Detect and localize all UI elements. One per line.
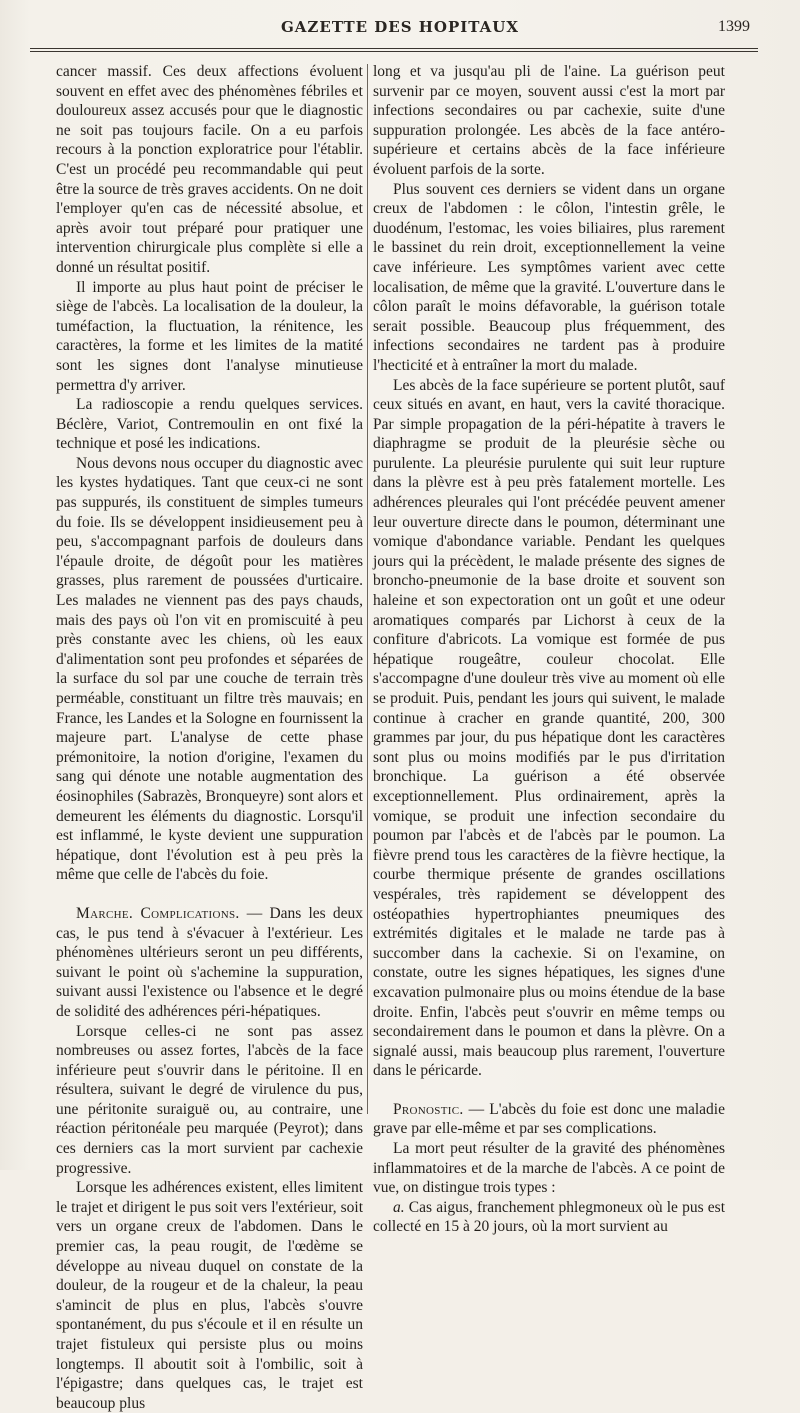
section-paragraph [56,904,363,1022]
running-title: GAZETTE DES HOPITAUX [280,18,519,36]
paragraph: Plus souvent ces derniers se vident dans un organe creux de l'abdomen : le côlon, l'intestin grêle, le duodénum, l'estomac, les voies biliaires, plus rarement le bassinet du rein droit, exceptionnellement la veine cave inférieure. Les symptômes varient avec cette localisation, de même que la gravité. L'ouverture dans le côlon paraît le moins défavorable, la guérison totale serait possible. Beaucoup plus fréquemment, des infections secondaires ne tardent pas à produire l'hecticité et à entraîner la mort du malade. [373,180,725,374]
page-header [0,12,800,42]
paragraph: La radioscopie a rendu quelques services. Béclère, Variot, Contremoulin en ont fixé la technique et posé les indications. [56,396,363,453]
column-divider [367,64,368,1114]
page-number: 1399 [718,18,750,35]
list-paragraph [373,1198,725,1237]
paragraph-text: Cas aigus, franchement phlegmoneux où le pus est collecté en 15 à 20 jours, où la mort survient au [373,1198,725,1236]
header-rule-secondary [30,51,758,52]
list-marker: a. [393,1198,405,1216]
paragraph: Les abcès de la face supérieure se portent plutôt, sauf ceux situés en avant, en haut, vers la cavité thoracique. Par simple propagation de la péri-hépatite à travers le diaphragme se produit de la pleurésie sèche ou purulente. La pleurésie purulente qui suit leur rupture dans la plèvre est à peu près fatalement mortelle. Les adhérences pleurales qui l'ont précédée peuvent amener leur ouverture directe dans le poumon, déterminant une vomique d'abondance variable. Pendant les quelques jours qui la précèdent, le malade présente des signes de broncho-pneumonie de la base droite et souvent son haleine et son expectoration ont un goût et une odeur aromatiques comparés par Lichorst à ceux de la confiture d'abricots. La vomique est formée de pus hépatique rougeâtre, couleur chocolat. Elle s'accompagne d'une douleur très vive au moment où elle se produit. Puis, pendant les jours qui suivent, le malade continue à cracher en grande quantité, 200, 300 grammes par jour, du pus hépatique dont les caractères sont plus ou moins modifiés par le pus d'irritation bronchique. La guérison a été observée exceptionnellement. Plus ordinairement, après la vomique, se produit une infection secondaire du poumon par l'abcès et de l'abcès par le poumon. La fièvre prend tous les caractères de la fièvre hectique, la courbe thermique présente de grandes oscillations vespérales, très rapidement se développent des ostéopathies hypertrophiantes pneumiques des extrémités digitales et le malade ne tarde pas à succomber dans la cachexie. Si on l'examine, on constate, outre les signes hépatiques, les signes d'une excavation pulmonaire plus ou moins étendue de la base droite. Enfin, l'abcès peut s'ouvrir en même temps ou secondairement dans le poumon et dans la plèvre. On a signalé aussi, mais beaucoup plus rarement, l'ouverture dans le péricarde. [373,376,725,1080]
paragraph: Lorsque les adhérences existent, elles limitent le trajet et dirigent le pus soit vers l'extérieur, soit vers un organe creux de l'abdomen. Dans le premier cas, la peau rougit, de l'œdème se développe au niveau duquel on constate de la douleur, de la rougeur et de la chaleur, la peau s'amincit de plus en plus, l'abcès s'ouvre spontanément, du pus s'écoule et il en résulte un trajet fistuleux qui persiste plus ou moins longtemps. Il aboutit soit à l'ombilic, soit à l'épigastre; dans quelques cas, le trajet est beaucoup plus [56,1179,363,1412]
paragraph: La mort peut résulter de la gravité des phénomènes inflammatoires et de la marche de l'abcès. A ce point de vue, on distingue trois types : [373,1140,725,1197]
paragraph: long et va jusqu'au pli de l'aine. La guérison peut survenir par ce moyen, souvent aussi c'est la mort par infections secondaires ou par cachexie, suite d'une suppuration prolongée. Les abcès de la face antéro-supérieure et certains abcès de la face inférieure évoluent parfois de la sorte. [373,63,725,178]
section-paragraph [373,1100,725,1139]
left-column [56,62,363,1413]
right-column [373,62,725,1237]
paragraph: Il importe au plus haut point de préciser le siège de l'abcès. La localisation de la douleur, la tuméfaction, la fluctuation, la rénitence, les caractères, la forme et les limites de la matité sont les signes dont l'analyse minutieuse permettra d'y arriver. [56,278,363,394]
header-rule [30,48,758,49]
section-heading: Marche. Complications. [76,904,240,922]
paragraph: Lorsque celles-ci ne sont pas assez nombreuses ou assez fortes, l'abcès de la face inférieure peut s'ouvrir dans le péritoine. Il en résultera, suivant le degré de virulence du pus, une péritonite suraiguë ou, au contraire, une réaction péritonéale peu marquée (Peyrot); dans ces derniers cas la mort survient par cachexie progressive. [56,1022,363,1177]
paragraph-text: — Dans les deux cas, le pus tend à s'évacuer à l'extérieur. Les phénomènes ultérieurs seront un peu différents, suivant le point où s'achemine la suppuration, suivant aussi l'existence ou l'absence et le degré de solidité des adhérences péri-hépatiques. [56,904,363,1020]
paragraph: Nous devons nous occuper du diagnostic avec les kystes hydatiques. Tant que ceux-ci ne sont pas suppurés, ils constituent de simples tumeurs du foie. Ils se développent insidieusement peu à peu, s'accompagnant parfois de douleurs dans l'épaule droite, de dégoût pour les matières grasses, plus rarement de poussées d'urticaire. Les malades ne viennent pas des pays chauds, mais des pays où l'on vit en promiscuité à peu près constante avec les chiens, où les eaux d'alimentation sont peu profondes et séparées de la surface du sol par une couche de terrain très perméable, constituant un filtre très mauvais; en France, les Landes et la Sologne en fournissent la majeure part. L'analyse de cette phase prémonitoire, la notion d'origine, l'examen du sang qui dénote une notable augmentation des éosinophiles (Sabrazès, Bronqueyre) sont alors et demeurent les éléments du diagnostic. Lorsqu'il est inflammé, le kyste devient une suppuration hépatique, dont l'évolution est à peu près la même que celle de l'abcès du foie. [56,454,363,884]
paragraph: cancer massif. Ces deux affections évoluent souvent en effet avec des phénomènes fébriles et douloureux assez accusés pour que le diagnostic ne soit pas toujours facile. On a eu parfois recours à la ponction exploratrice pour l'établir. C'est un procédé peu recommandable qui peut être la source de très graves accidents. On ne doit l'employer qu'en cas de nécessité absolue, et après avoir tout préparé pour pratiquer une intervention chirurgicale plus complète si elle a donné un résultat positif. [56,63,363,276]
section-heading: Pronostic. [393,1100,464,1118]
paragraph-text: — L'abcès du foie est donc une maladie grave par elle-même et par ses complications. [373,1100,725,1138]
